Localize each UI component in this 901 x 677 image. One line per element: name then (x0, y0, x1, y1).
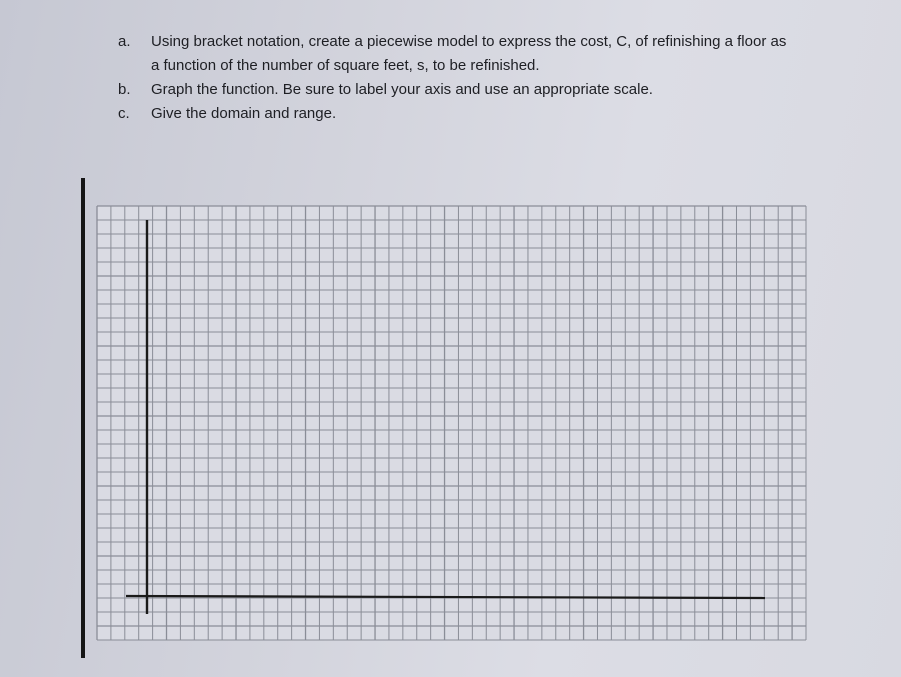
question-c-line-1: Give the domain and range. (151, 105, 337, 122)
question-c-letter: c. (118, 105, 130, 122)
question-a-letter: a. (118, 33, 131, 50)
question-a-line-2: a function of the number of square feet, s, to be refinished. (151, 57, 540, 74)
grid-background (97, 206, 806, 640)
question-b-letter: b. (118, 81, 131, 98)
question-b-line-1: Graph the function. Be sure to label your axis and use an appropriate scale. (151, 81, 653, 98)
question-a-line-1: Using bracket notation, create a piecewise model to express the cost, C, of refinishing a floor as (151, 33, 787, 50)
